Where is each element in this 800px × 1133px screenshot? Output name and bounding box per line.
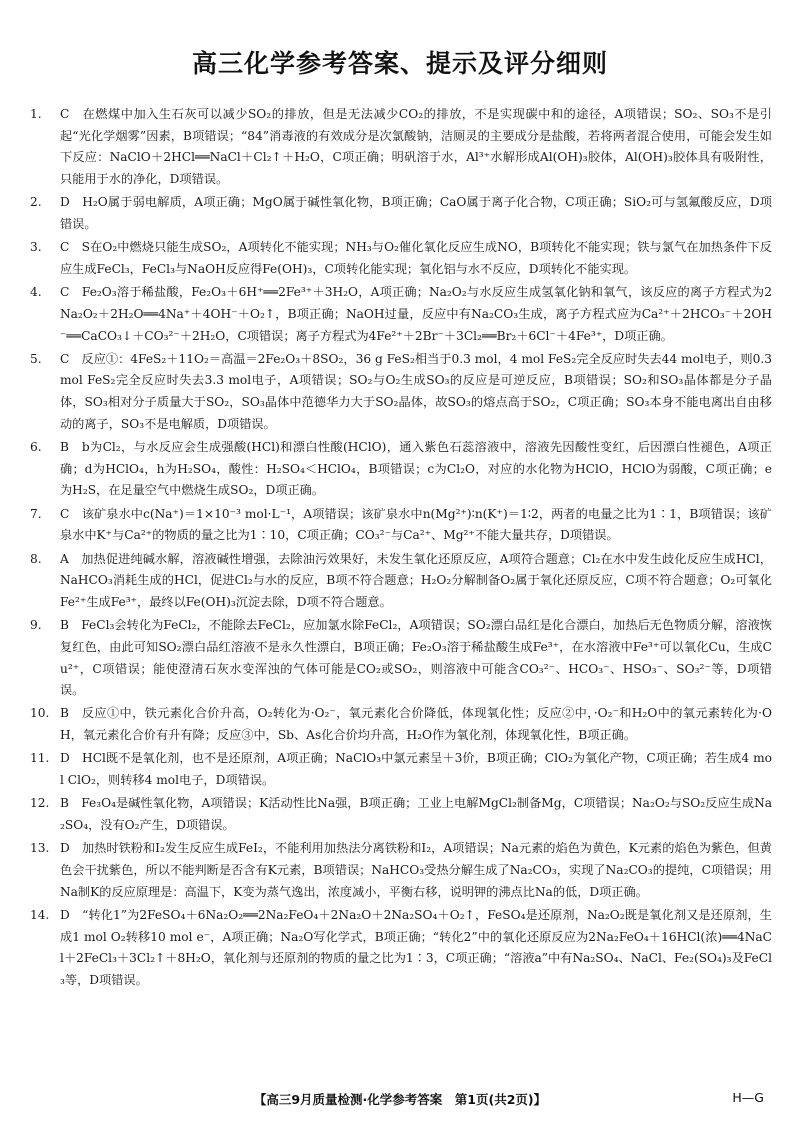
- answer-text: C 在燃煤中加入生石灰可以减少SO₂的排放，但是无法减少CO₂的排放，不是实现碳中和的途径，A项错误；SO₂、SO₃不是引起“光化学烟雾”因素，B项错误；“84”消毒液的有效成分是次氯酸钠，洁厕灵的主要成分是盐酸，若将两者混合使用，可能会发生如下反应：NaClO＋2HCl══NaCl＋Cl₂↑＋H₂O，C项正确；明矾溶于水，Al³⁺水解形成Al(OH)₃胶体，Al(OH)₃胶体具有吸附性，只能用于水的净化，D项错误。: [60, 107, 772, 187]
- answer-item: [30, 838, 772, 903]
- answer-text: C 该矿泉水中c(Na⁺)＝1×10⁻³ mol·L⁻¹，A项错误；该矿泉水中n(Mg²⁺)∶n(K⁺)＝1∶2，两者的电量之比为1∶1，B项错误；该矿泉水中K⁺与Ca²⁺的物质的量之比为1∶10，C项正确；CO₃²⁻与Ca²⁺、Mg²⁺不能大量共存，D项错误。: [60, 506, 772, 543]
- answer-item: [30, 437, 772, 502]
- answer-item: [30, 793, 772, 836]
- answer-text: D HCl既不是氧化剂，也不是还原剂，A项正确；NaClO₃中氯元素呈＋3价，B项正确；ClO₂为氧化产物，C项正确；若生成4 mol ClO₂，则转移4 mol电子，D项错误。: [60, 751, 772, 788]
- answer-number: 12.: [30, 796, 50, 811]
- answer-text: D “转化1”为2FeSO₄＋6Na₂O₂══2Na₂FeO₄＋2Na₂O＋2Na₂SO₄＋O₂↑，FeSO₄是还原剂，Na₂O₂既是氧化剂又是还原剂，生成1 mol O₂转移10 mol e⁻，A项正确；Na₂O写化学式，B项正确；“转化2”中的氧化还原反应为2Na₂FeO₄＋16HCl(浓)══4NaCl＋2FeCl₃＋3Cl₂↑＋8H₂O，氧化剂与还原剂的物质的量之比为1∶3，C项正确；“溶液a”中有Na₂SO₄、NaCl、Fe₂(SO₄)₃及FeCl₃等，D项错误。: [60, 907, 772, 987]
- answer-number: 13.: [30, 841, 50, 856]
- answer-item: [30, 504, 772, 547]
- answer-number: 8.: [30, 551, 42, 566]
- answer-number: 10.: [30, 706, 50, 721]
- answer-number: 9.: [30, 618, 42, 633]
- answer-item: [30, 748, 772, 791]
- footer-code: H—G: [732, 1090, 764, 1105]
- answer-item: [30, 192, 772, 235]
- page-title: 高三化学参考答案、提示及评分细则: [191, 49, 608, 78]
- answer-number: 14.: [30, 907, 50, 922]
- answer-text: C S在O₂中燃烧只能生成SO₂，A项转化不能实现；NH₃与O₂催化氧化反应生成NO，B项转化不能实现；铁与氯气在加热条件下反应生成FeCl₃，FeCl₃与NaOH反应得Fe(OH)₃，C项转化能实现；氧化铝与水不反应，D项转化不能实现。: [60, 240, 772, 276]
- answer-number: 6.: [30, 440, 42, 455]
- answer-item: [30, 615, 772, 702]
- answer-text: A 加热促进纯碱水解，溶液碱性增强，去除油污效果好，未发生氧化还原反应，A项符合题意；Cl₂在水中发生歧化反应生成HCl，NaHCO₃消耗生成的HCl，促进Cl₂与水的反应，B项不符合题意；H₂O₂分解制备O₂属于氧化还原反应，C项不符合题意；O₂可氧化Fe²⁺生成Fe³⁺，最终以Fe(OH)₃沉淀去除，D项不符合题意。: [60, 551, 772, 609]
- answer-number: 7.: [30, 506, 42, 521]
- answer-item: [30, 237, 772, 280]
- answer-number: 5.: [30, 351, 42, 366]
- answer-item: [30, 549, 772, 614]
- answer-number: 1.: [30, 107, 42, 121]
- answer-text: B b为Cl₂，与水反应会生成强酸(HCl)和漂白性酸(HClO)，通入紫色石蕊溶液中，溶液先因酸性变红，后因漂白性褪色，A项正确；d为HClO₄，h为H₂SO₄，酸性：H₂SO₄＜HClO₄，B项错误；c为Cl₂O，对应的水化物为HClO，HClO为弱酸，C项正确；e为H₂S，在足量空气中燃烧生成SO₂，D项正确。: [60, 440, 772, 498]
- answer-item: [30, 282, 772, 347]
- answer-item: [30, 905, 772, 992]
- answer-list: [30, 104, 772, 993]
- answer-number: 4.: [30, 285, 42, 300]
- answer-number: 3.: [30, 240, 42, 255]
- answer-text: D 加热时铁粉和I₂发生反应生成FeI₂，不能利用加热法分离铁粉和I₂，A项错误；Na元素的焰色为黄色，K元素的焰色为紫色，但黄色会干扰紫色，所以不能判断是否含有K元素，B项错误；NaHCO₃受热分解生成了Na₂CO₃，实现了Na₂CO₃的提纯，C项错误；用Na制K的反应原理是：高温下，K变为蒸气逸出，浓度减小，平衡右移，说明钾的沸点比Na的低，D项正确。: [60, 841, 772, 899]
- answer-item: [30, 349, 772, 436]
- answer-text: C 反应①：4FeS₂＋11O₂＝高温＝2Fe₂O₃＋8SO₂，36 g FeS₂相当于0.3 mol，4 mol FeS₂完全反应时失去44 mol电子，则0.3 mol FeS₂完全反应时失去3.3 mol电子，A项错误；SO₂与O₂生成SO₃的反应是可逆反应，B项错误；SO₂和SO₃晶体都是分子晶体，SO₃相对分子质量大于SO₂，SO₃晶体中范德华力大于SO₂晶体，故SO₃的熔点高于SO₂，C项正确；SO₃本身不能电离出自由移动的离子，SO₃不是电解质，D项错误。: [60, 351, 772, 431]
- answer-item: [30, 703, 772, 746]
- answer-text: B 反应①中，铁元素化合价升高，O₂转化为·O₂⁻，氧元素化合价降低，体现氧化性；反应②中，·O₂⁻和H₂O中的氧元素转化为·OH，氧元素化合价有升有降；反应③中，Sb、As化合价均升高，H₂O作为氧化剂，体现氧化性，B项正确。: [60, 706, 772, 743]
- answer-text: B FeCl₃会转化为FeCl₂，不能除去FeCl₂，应加氯水除FeCl₂，A项错误；SO₂漂白品红是化合漂白，加热后无色物质分解，溶液恢复红色，由此可知SO₂漂白品红溶液不是永久性漂白，B项正确；Fe₂O₃溶于稀盐酸生成Fe³⁺，在水溶液中Fe³⁺可以氧化Cu，生成Cu²⁺，C项错误；能使澄清石灰水变浑浊的气体可能是CO₂或SO₂，则溶液中可能含CO₃²⁻、HCO₃⁻、HSO₃⁻、SO₃²⁻等，D项错误。: [60, 618, 772, 698]
- answer-number: 11.: [30, 751, 50, 766]
- answer-item: [30, 104, 772, 191]
- answer-text: D H₂O属于弱电解质，A项正确；MgO属于碱性氧化物，B项正确；CaO属于离子化合物，C项正确；SiO₂可与氢氟酸反应，D项错误。: [60, 195, 772, 232]
- answer-text: B Fe₃O₄是碱性氧化物，A项错误；K活动性比Na强，B项正确；工业上电解MgCl₂制备Mg，C项错误；Na₂O₂与SO₂反应生成Na₂SO₄，没有O₂产生，D项错误。: [60, 796, 772, 832]
- footer-label: 【高三9月质量检测·化学参考答案 第1页(共2页)】: [253, 1092, 547, 1107]
- answer-text: C Fe₂O₃溶于稀盐酸，Fe₂O₃＋6H⁺══2Fe³⁺＋3H₂O，A项正确；Na₂O₂与水反应生成氢氧化钠和氧气，该反应的离子方程式为2Na₂O₂＋2H₂O══4Na⁺＋4OH⁻＋O₂↑，B项正确；NaOH过量，反应中有Na₂CO₃生成，离子方程式应为Ca²⁺＋2HCO₃⁻＋2OH⁻══CaCO₃↓＋CO₃²⁻＋2H₂O，C项错误；离子方程式为4Fe²⁺＋2Br⁻＋3Cl₂══Br₂＋6Cl⁻＋4Fe³⁺，D项正确。: [60, 285, 772, 343]
- answer-number: 2.: [30, 195, 42, 210]
